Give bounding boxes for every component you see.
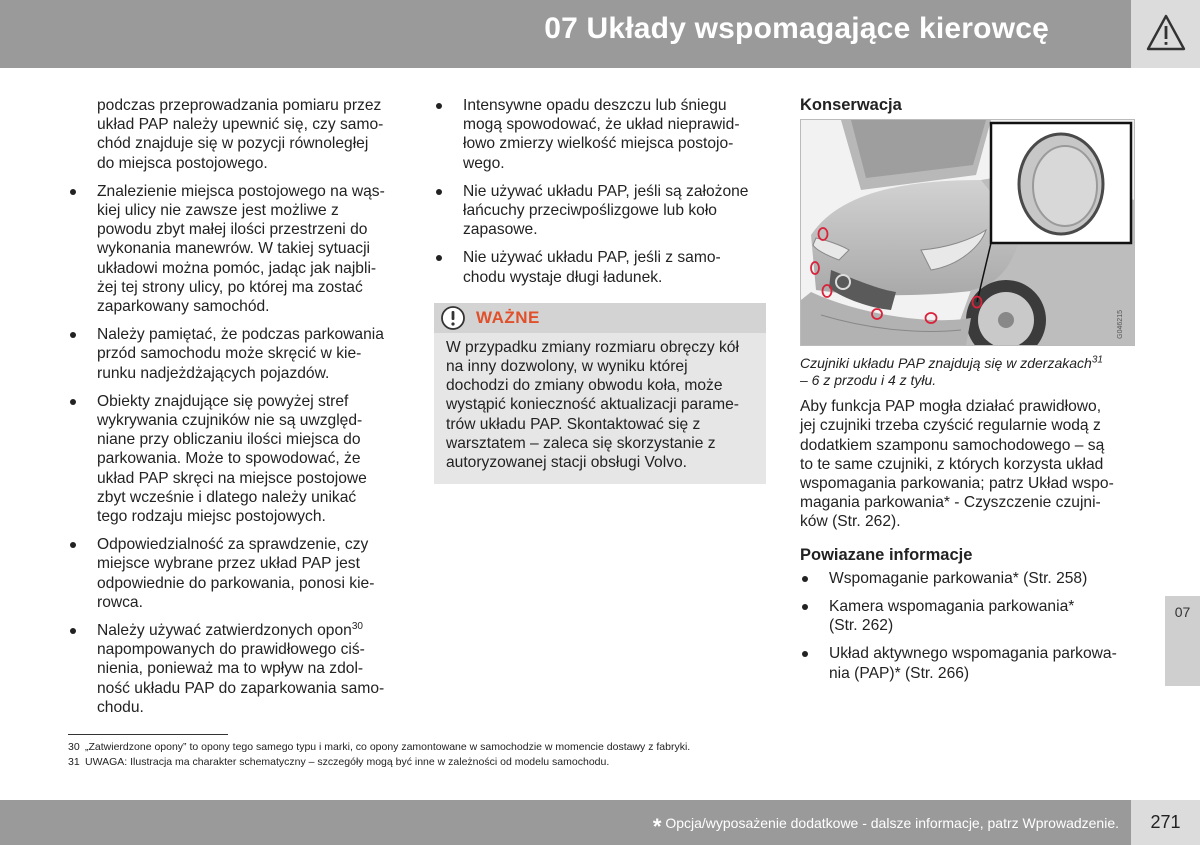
bullet-icon xyxy=(436,103,442,109)
car-sensor-illustration xyxy=(800,119,1135,346)
list-item-text: Nie używać układu PAP, jeśli z samo- chodu wystaje długi ładunek. xyxy=(463,249,721,286)
footnote-text: „Zatwierdzone opony” to opony tego samego typu i marki, co opony zamontowane w samochodzie w momencie dostawy z fabryki. xyxy=(85,741,691,753)
related-link-text[interactable]: Kamera wspomagania parkowania* (Str. 262) xyxy=(829,598,1075,635)
list-item xyxy=(434,96,769,173)
asterisk-icon: * xyxy=(652,814,662,839)
page-number-box xyxy=(1131,800,1200,845)
car-illustration xyxy=(801,120,1134,345)
chapter-tab-label: 07 xyxy=(1174,604,1191,620)
maintenance-text: Aby funkcja PAP mogła działać prawidłowo, jej czujniki trzeba czyścić regularnie wodą z dodatkiem szamponu samochodowego – są to te same czujniki, z których korzysta układ wspomagania parkowania; patrz Układ wspo- magania parkowania* - Czyszczenie czujni- ków (Str. 262). xyxy=(800,398,1114,531)
bullet-icon xyxy=(70,542,76,548)
header-icon-box xyxy=(1131,0,1200,68)
footnote-divider xyxy=(68,734,228,735)
intro-text: podczas przeprowadzania pomiaru przez układ PAP należy upewnić się, czy samo- chód znajduje się w pozycji równoległej do miejsca postojowego. xyxy=(97,97,384,172)
chapter-tab xyxy=(1165,596,1200,686)
maintenance-paragraph xyxy=(800,397,1135,531)
list-item-text xyxy=(97,622,384,716)
bullet-icon xyxy=(70,189,76,195)
page-number: 271 xyxy=(1150,812,1181,832)
bullet-icon xyxy=(70,399,76,405)
related-link-text[interactable]: Układ aktywnego wspomagania parkowa- nia (PAP)* (Str. 266) xyxy=(829,645,1117,682)
list-item xyxy=(68,392,403,526)
important-notice-box xyxy=(434,303,766,484)
warning-triangle-icon xyxy=(1145,13,1187,53)
footnote-number: 30 xyxy=(68,741,80,753)
chapter-title: 07 Układy wspomagające kierowcę xyxy=(544,12,1049,45)
footnotes xyxy=(68,740,690,770)
section-title-related: Powiazane informacje xyxy=(800,545,973,564)
list-item-text: Obiekty znajdujące się powyżej stref wykrywania czujników nie są uwzględ- niane przy obliczaniu ilości miejsca do parkowania. Może to spowodować, że układ PAP skręci na miejsce postojowe zbyt wcześnie i dlatego należy unikać tego rodzaju miejsc postojowych. xyxy=(97,392,367,526)
important-notice-header xyxy=(434,303,766,333)
list-item xyxy=(68,535,403,612)
list-item-text: Znalezienie miejsca postojowego na wąs- kiej ulicy nie zawsze jest możliwe z powodu zbyt małej ilości przestrzeni do wykonania manewrów. W takiej sytuacji układowi można pomóc, jadąc jak najbli- żej tej strony ulicy, po której ma zostać zaparkowany samochód. xyxy=(97,182,385,316)
list-item xyxy=(68,621,403,717)
column-3 xyxy=(800,96,1135,692)
list-item-text: Intensywne opadu deszczu lub śniegu mogą spowodować, że układ nieprawid- łowo zmierzy wielkość miejsca postojo- wego. xyxy=(463,97,740,172)
related-link-item[interactable] xyxy=(800,569,1135,588)
footnote xyxy=(68,740,690,755)
caption-text: Czujniki układu PAP znajdują się w zderzakach xyxy=(800,355,1092,372)
footer-bar xyxy=(0,800,1131,845)
related-link-text[interactable]: Wspomaganie parkowania* (Str. 258) xyxy=(829,569,1088,587)
footnote-ref: 30 xyxy=(351,620,363,632)
section-title-maintenance: Konserwacja xyxy=(800,96,902,114)
important-notice-text: W przypadku zmiany rozmiaru obręczy kół na inny dozwolony, w wyniku której dochodzi do zmiany obwodu koła, może wystąpić konieczność aktualizacji parame- trów układu PAP. Skontaktować się z warsztatem – zaleca się skorzystanie z autoryzowanej stacji obsługi Volvo. xyxy=(446,338,739,472)
intro-paragraph xyxy=(68,96,403,173)
caption-text: – 6 z przodu i 4 z tyłu. xyxy=(800,372,937,389)
footnote-number: 31 xyxy=(68,756,80,768)
header-bar xyxy=(0,0,1131,68)
list-item xyxy=(68,182,403,316)
footer-note-text: Opcja/wyposażenie dodatkowe - dalsze informacje, patrz Wprowadzenie. xyxy=(665,815,1119,831)
footnote xyxy=(68,755,690,770)
bullet-icon xyxy=(802,576,808,582)
list-item xyxy=(434,182,769,240)
list-item-text-part: napompowanych do prawidłowego ciś- nienia, ponieważ ma to wpływ na zdol- ność układu PAP do zaparkowania samo- chodu. xyxy=(97,641,385,716)
footnote-text: UWAGA: Ilustracja ma charakter schematyczny – szczegóły mogą być inne w zależności od modelu samochodu. xyxy=(85,756,610,768)
footnote-ref: 31 xyxy=(1091,354,1103,366)
list-item xyxy=(434,248,769,286)
bullet-icon xyxy=(70,332,76,338)
related-link-item[interactable] xyxy=(800,597,1135,635)
bullet-icon xyxy=(802,604,808,610)
figure-caption xyxy=(800,355,1135,389)
important-notice-title: WAŻNE xyxy=(476,307,540,327)
figure-code: G046215 xyxy=(1116,310,1124,340)
list-item-text: Odpowiedzialność za sprawdzenie, czy miejsce wybrane przez układ PAP jest odpowiednie do parkowania, ponosi kie- rowca. xyxy=(97,536,375,611)
list-item-text: Należy pamiętać, że podczas parkowania przód samochodu może skręcić w kie- runku nadjeżdżających pojazdów. xyxy=(97,326,384,382)
bullet-icon xyxy=(436,255,442,261)
column-1 xyxy=(68,96,403,726)
bullet-icon xyxy=(70,628,76,634)
bullet-icon xyxy=(436,189,442,195)
related-link-item[interactable] xyxy=(800,644,1135,682)
list-item xyxy=(68,325,403,383)
list-item-text: Nie używać układu PAP, jeśli są założone łańcuchy przeciwpoślizgowe lub koło zapasowe. xyxy=(463,182,749,239)
bullet-icon xyxy=(802,651,808,657)
column-2 xyxy=(434,96,769,484)
footer-note xyxy=(653,814,1119,840)
important-exclamation-icon xyxy=(440,305,466,331)
list-item-text-part: Należy używać zatwierdzonych opon xyxy=(97,622,352,640)
